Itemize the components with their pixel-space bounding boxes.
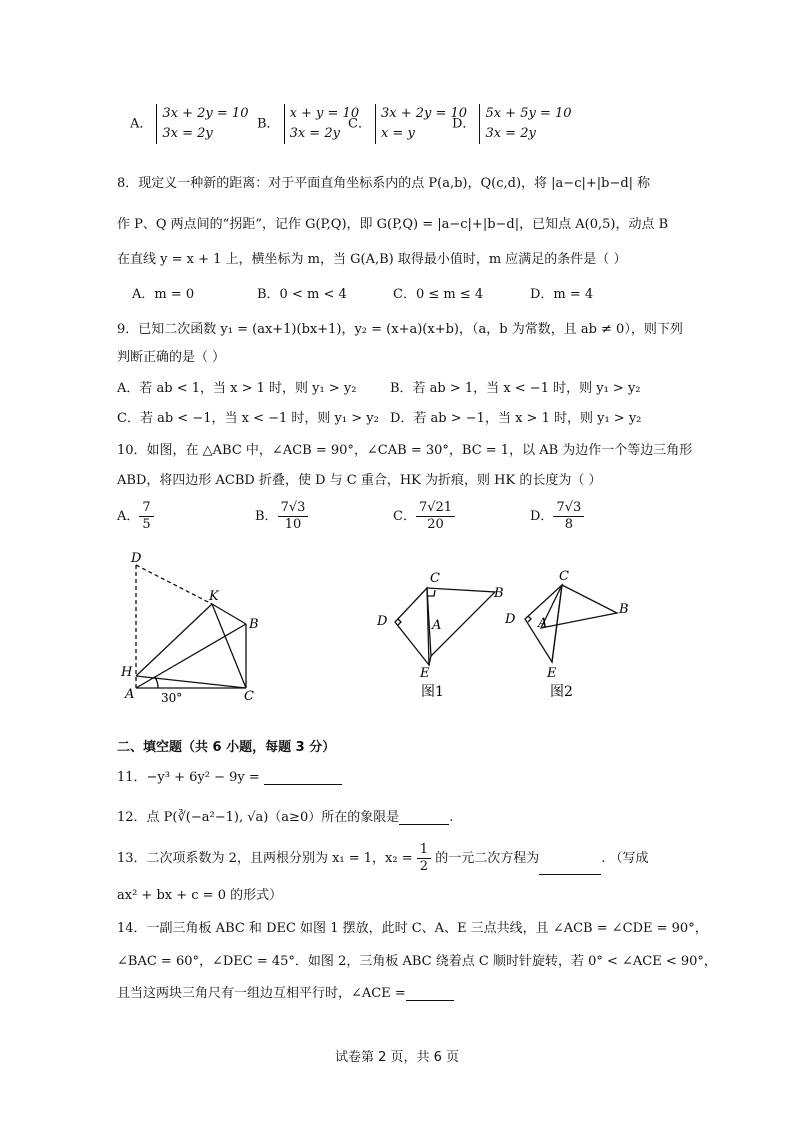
q7-option-a: A． 3x + 2y = 10 3x = 2y [130, 104, 248, 144]
segment-HC [136, 676, 246, 688]
q11: 11．−y³ + 6y² − 9y = [117, 766, 342, 785]
triangle-DEC [395, 588, 429, 665]
q10-option-c: C． $\frac{7√21}{20}$ [393, 500, 455, 533]
page-footer: 试卷第 2 页，共 6 页 [334, 1050, 460, 1065]
q9-option-b: B．若 ab > 1，当 x < −1 时，则 y₁ > y₂ [390, 381, 641, 396]
q10-option-a: A． $\frac{7}{5}$ [117, 500, 154, 533]
q9-line2: 判断正确的是（ ） [117, 350, 226, 365]
fig1-label-E: E [420, 666, 430, 681]
q14-line1: 14．一副三角板 ABC 和 DEC 如图 1 摆放，此时 C、A、E 三点共线，且 ∠ACB = ∠CDE = 90°， [117, 921, 708, 936]
q9-option-c: C．若 ab < −1，当 x < −1 时，则 y₁ > y₂ [117, 411, 379, 426]
q8-option-d: D．m = 4 [530, 287, 594, 302]
fig2-label-B: B [619, 602, 629, 617]
fig1-label-A: A [432, 618, 442, 633]
fig2-label-E: E [547, 666, 557, 681]
label-K: K [209, 589, 219, 604]
q7-option-b: B． x + y = 10 3x = 2y [257, 104, 359, 144]
label-A: A [125, 687, 135, 702]
q8-line3: 在直线 y = x + 1 上，横坐标为 m，当 G(A,B) 取得最小值时，m 应满足的条件是（ ） [117, 252, 627, 267]
q13-line2: ax² + bx + c = 0 的形式） [117, 888, 283, 903]
right-angle-D [398, 619, 401, 625]
label-C: C [244, 689, 254, 704]
figures-area [0, 540, 794, 710]
q12-answer-blank[interactable] [399, 810, 449, 825]
fig1-label-D: D [377, 614, 388, 629]
right-angle-D [528, 616, 531, 622]
triangle-ABC-rotated [541, 585, 617, 628]
segment-DK [136, 565, 212, 604]
q8-line2: 作 P、Q 两点间的“拐距”，记作 G(P,Q)，即 G(P,Q) = |a−c|+|b−d|，已知点 A(0,5)，动点 B [117, 217, 669, 232]
fig2-label-A: A [538, 616, 548, 631]
label-D: D [131, 551, 142, 566]
q9-option-d: D．若 ab > −1，当 x > 1 时，则 y₁ > y₂ [390, 411, 642, 426]
q8-option-c: C．0 ≤ m ≤ 4 [393, 287, 484, 302]
label-H: H [121, 665, 133, 680]
section-title: 二、填空题（共 6 小题，每题 3 分） [117, 740, 336, 755]
q10-option-d: D． $\frac{7√3}{8}$ [530, 500, 584, 533]
q9-option-a: A．若 ab < 1，当 x > 1 时，则 y₁ > y₂ [117, 381, 357, 396]
segment-KB [212, 604, 246, 624]
q14-answer-blank[interactable] [406, 986, 454, 1001]
figure-q10 [136, 565, 246, 688]
q10-option-b: B． $\frac{7√3}{10}$ [255, 500, 308, 533]
fig2-label-C: C [559, 569, 569, 584]
q9-line1: 9．已知二次函数 y₁ = (ax+1)(bx+1)，y₂ = (x+a)(x+b)，（a，b 为常数，且 ab ≠ 0），则下列 [117, 322, 683, 337]
fig1-label-B: B [494, 586, 504, 601]
q8-option-a: A．m = 0 [132, 287, 195, 302]
q14-line3: 且当这两块三角尺有一组边互相平行时，∠ACE = [117, 982, 454, 1001]
q7-option-d: D． 5x + 5y = 10 3x = 2y [452, 104, 572, 144]
q7-option-c: C． 3x + 2y = 10 x = y [348, 104, 467, 144]
q10-line1: 10．如图，在 △ABC 中，∠ACB = 90°，∠CAB = 30°，BC = 1，以 AB 为边作一个等边三角形 [117, 443, 693, 458]
q8-line1: 8．现定义一种新的距离：对于平面直角坐标系内的点 P(a,b)，Q(c,d)，将 |a−c|+|b−d| 称 [117, 176, 651, 191]
fig2-label-D: D [505, 612, 516, 627]
q12: 12．点 P(∛(−a²−1), √a)（a≥0）所在的象限是 . [117, 810, 454, 825]
q13: 13．二次项系数为 2，且两根分别为 x₁ = 1，x₂ = $\frac{1}{2}$ 的一元二次方程为 . （写成 [117, 842, 649, 874]
q13-answer-blank[interactable] [539, 860, 601, 875]
fig1-label-C: C [430, 571, 440, 586]
q11-answer-blank[interactable] [264, 770, 342, 785]
figure-1 [395, 588, 495, 665]
segment-KC [212, 604, 246, 688]
angle-label: 30° [161, 691, 183, 705]
right-angle-C [427, 590, 435, 596]
q10-line2: ABD，将四边形 ACBD 折叠，使 D 与 C 重合，HK 为折痕，则 HK 的长度为（ ） [117, 473, 602, 488]
fig1-caption: 图1 [421, 684, 444, 700]
q8-option-b: B．0 < m < 4 [257, 287, 347, 302]
label-B: B [249, 617, 259, 632]
q14-line2: ∠BAC = 60°，∠DEC = 45°．如图 2，三角板 ABC 绕着点 C 顺时针旋转，若 0° < ∠ACE < 90°， [117, 954, 717, 969]
fig2-caption: 图2 [550, 684, 573, 700]
